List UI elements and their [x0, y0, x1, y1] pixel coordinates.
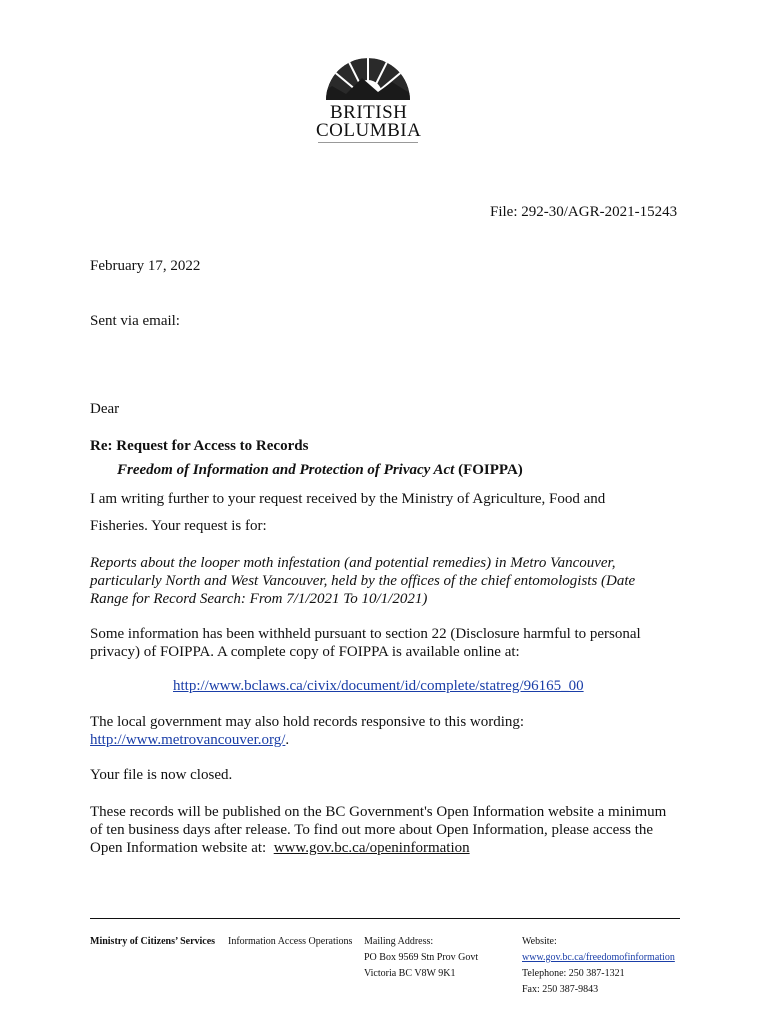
open-info-line-1: These records will be published on the BC Government's Open Information website a minimum	[90, 804, 667, 820]
logo-text-british: BRITISH	[330, 102, 408, 123]
footer-mailing-address	[364, 934, 478, 982]
request-line-3: Range for Record Search: From 7/1/2021 To 10/1/2021)	[90, 591, 428, 607]
subject-line: Re: Request for Access to Records	[90, 438, 309, 454]
open-info-line-2: of ten business days after release. To find out more about Open Information, please access the	[90, 822, 654, 838]
salutation: Dear	[90, 401, 120, 417]
open-information-link[interactable]: www.gov.bc.ca/openinformation	[273, 840, 470, 856]
intro-paragraph-line-2: Fisheries. Your request is for:	[90, 518, 267, 534]
open-info-line-3	[90, 839, 666, 857]
telephone: Telephone: 250 387-1321	[522, 968, 625, 979]
mailing-line-1: PO Box 9569 Stn Prov Govt	[364, 952, 479, 963]
act-name: Freedom of Information and Protection of Privacy Act	[117, 462, 455, 478]
request-text	[90, 554, 635, 608]
logo-text-columbia: COLUMBIA	[316, 120, 422, 141]
footer-divider	[90, 918, 680, 919]
open-info-prefix: Open Information website at:	[90, 840, 274, 856]
sent-via-email: Sent via email:	[90, 313, 180, 329]
request-line-1: Reports about the looper moth infestation (and potential remedies) in Metro Vancouver,	[90, 555, 616, 571]
withheld-line-1: Some information has been withheld pursuant to section 22 (Disclosure harmful to personal	[90, 626, 641, 642]
withheld-paragraph	[90, 625, 641, 661]
link-period: .	[285, 732, 290, 748]
sun-mountain-icon	[312, 46, 424, 102]
foi-website-link[interactable]: www.gov.bc.ca/freedomofinformation	[522, 952, 675, 963]
withheld-line-2: privacy) of FOIPPA. A complete copy of FOIPPA is available online at:	[90, 644, 520, 660]
fax: Fax: 250 387-9843	[522, 984, 599, 995]
act-title	[117, 462, 523, 479]
mailing-label: Mailing Address:	[364, 936, 434, 947]
footer-ministry: Ministry of Citizens’ Services	[90, 936, 216, 947]
bc-logo	[312, 46, 424, 146]
footer-website	[522, 934, 675, 998]
intro-paragraph-line-1: I am writing further to your request received by the Ministry of Agriculture, Food and	[90, 491, 606, 507]
letter-date: February 17, 2022	[90, 258, 201, 274]
file-closed-notice: Your file is now closed.	[90, 767, 233, 783]
file-reference: File: 292-30/AGR-2021-15243	[490, 204, 678, 220]
local-government-line-1: The local government may also hold records responsive to this wording:	[90, 714, 525, 730]
local-government-line-2	[90, 731, 524, 749]
footer-operations: Information Access Operations	[228, 936, 353, 947]
logo-underline	[318, 142, 418, 143]
local-government-paragraph	[90, 713, 524, 749]
act-abbrev: (FOIPPA)	[454, 462, 523, 478]
mailing-line-2: Victoria BC V8W 9K1	[364, 968, 456, 979]
request-line-2: particularly North and West Vancouver, held by the offices of the chief entomologists (Date	[90, 573, 636, 589]
website-label: Website:	[522, 936, 557, 947]
open-information-paragraph	[90, 803, 666, 857]
foippa-link[interactable]: http://www.bclaws.ca/civix/document/id/complete/statreg/96165_00	[173, 678, 584, 694]
metrovancouver-link[interactable]: http://www.metrovancouver.org/	[90, 732, 286, 748]
